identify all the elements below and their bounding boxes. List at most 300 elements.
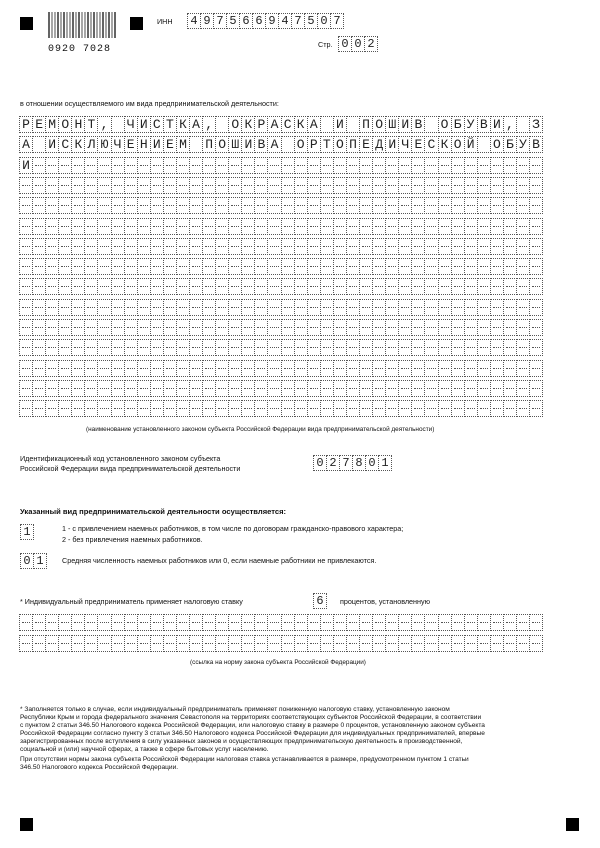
activity-name-cell[interactable] — [137, 218, 151, 235]
activity-name-cell[interactable] — [424, 157, 438, 174]
law-reference-cell[interactable] — [176, 635, 190, 652]
law-reference-cell[interactable] — [202, 614, 216, 631]
law-reference-cell[interactable] — [176, 614, 190, 631]
activity-name-cell[interactable] — [320, 218, 334, 235]
activity-name-cell[interactable] — [477, 238, 491, 255]
activity-name-cell[interactable] — [464, 218, 478, 235]
law-reference-cell[interactable] — [529, 635, 543, 652]
activity-name-cell[interactable] — [333, 360, 347, 377]
inn-cell[interactable]: 5 — [304, 13, 318, 29]
activity-name-cell[interactable] — [346, 218, 360, 235]
activity-name-cell[interactable]: В — [477, 116, 491, 133]
law-reference-cell[interactable] — [477, 635, 491, 652]
activity-name-cell[interactable] — [163, 339, 177, 356]
activity-code-cell[interactable]: 2 — [326, 455, 340, 471]
law-reference-cell[interactable] — [45, 635, 59, 652]
activity-name-cell[interactable] — [424, 360, 438, 377]
activity-name-cell[interactable]: И — [333, 116, 347, 133]
activity-name-cell[interactable] — [372, 258, 386, 275]
activity-name-cell[interactable] — [490, 278, 504, 295]
activity-name-cell[interactable] — [477, 136, 491, 153]
activity-name-cell[interactable] — [111, 380, 125, 397]
activity-name-cell[interactable] — [202, 380, 216, 397]
activity-code-cell[interactable]: 0 — [365, 455, 379, 471]
activity-name-cell[interactable] — [503, 339, 517, 356]
activity-name-cell[interactable] — [215, 400, 229, 417]
activity-name-cell[interactable] — [424, 177, 438, 194]
activity-name-cell[interactable] — [451, 319, 465, 336]
activity-name-cell[interactable] — [71, 380, 85, 397]
activity-name-cell[interactable] — [137, 380, 151, 397]
law-reference-cell[interactable] — [411, 635, 425, 652]
activity-name-cell[interactable] — [163, 197, 177, 214]
activity-name-cell[interactable] — [398, 197, 412, 214]
activity-name-cell[interactable] — [124, 339, 138, 356]
law-reference-cell[interactable] — [411, 614, 425, 631]
law-reference-cell[interactable] — [281, 635, 295, 652]
law-reference-cell[interactable] — [163, 614, 177, 631]
activity-name-cell[interactable] — [58, 177, 72, 194]
activity-name-cell[interactable] — [45, 278, 59, 295]
activity-name-cell[interactable] — [228, 177, 242, 194]
activity-name-cell[interactable] — [32, 238, 46, 255]
activity-name-cell[interactable] — [464, 339, 478, 356]
activity-name-cell[interactable] — [137, 197, 151, 214]
activity-name-cell[interactable] — [267, 177, 281, 194]
activity-name-cell[interactable] — [124, 380, 138, 397]
activity-name-cell[interactable] — [189, 400, 203, 417]
activity-name-cell[interactable] — [176, 319, 190, 336]
activity-name-cell[interactable] — [464, 238, 478, 255]
activity-name-cell[interactable] — [32, 258, 46, 275]
activity-name-cell[interactable]: И — [490, 116, 504, 133]
activity-name-cell[interactable] — [202, 339, 216, 356]
activity-name-cell[interactable] — [529, 238, 543, 255]
activity-name-cell[interactable] — [267, 400, 281, 417]
activity-name-cell[interactable] — [176, 360, 190, 377]
activity-name-cell[interactable] — [215, 177, 229, 194]
activity-name-cell[interactable] — [228, 339, 242, 356]
activity-name-cell[interactable] — [477, 400, 491, 417]
activity-name-cell[interactable] — [163, 299, 177, 316]
employees-count-cell[interactable]: 0 — [20, 553, 34, 569]
activity-name-cell[interactable] — [228, 319, 242, 336]
activity-name-cell[interactable] — [346, 380, 360, 397]
activity-name-cell[interactable] — [320, 319, 334, 336]
law-reference-cell[interactable] — [32, 635, 46, 652]
activity-name-cell[interactable]: , — [97, 116, 111, 133]
activity-name-cell[interactable] — [451, 299, 465, 316]
activity-name-cell[interactable] — [215, 197, 229, 214]
activity-name-cell[interactable] — [124, 238, 138, 255]
activity-name-cell[interactable] — [111, 197, 125, 214]
activity-name-cell[interactable] — [58, 299, 72, 316]
activity-name-cell[interactable] — [385, 400, 399, 417]
activity-name-cell[interactable] — [97, 258, 111, 275]
inn-cell[interactable]: 4 — [278, 13, 292, 29]
activity-name-cell[interactable] — [32, 400, 46, 417]
activity-name-cell[interactable] — [516, 380, 530, 397]
activity-name-cell[interactable] — [490, 157, 504, 174]
activity-name-cell[interactable] — [254, 319, 268, 336]
inn-cell[interactable]: 7 — [291, 13, 305, 29]
law-reference-cell[interactable] — [307, 635, 321, 652]
activity-name-cell[interactable] — [254, 400, 268, 417]
activity-name-cell[interactable] — [176, 380, 190, 397]
activity-name-cell[interactable] — [503, 218, 517, 235]
activity-name-cell[interactable] — [163, 278, 177, 295]
activity-name-cell[interactable] — [451, 400, 465, 417]
activity-name-cell[interactable] — [516, 177, 530, 194]
activity-name-cell[interactable] — [451, 177, 465, 194]
activity-name-cell[interactable]: О — [58, 116, 72, 133]
activity-name-cell[interactable] — [307, 299, 321, 316]
activity-name-cell[interactable] — [307, 319, 321, 336]
activity-name-cell[interactable] — [477, 218, 491, 235]
activity-name-cell[interactable] — [529, 177, 543, 194]
activity-name-cell[interactable] — [32, 177, 46, 194]
activity-name-cell[interactable] — [150, 258, 164, 275]
activity-name-cell[interactable] — [19, 218, 33, 235]
activity-name-cell[interactable] — [398, 319, 412, 336]
activity-name-cell[interactable] — [202, 360, 216, 377]
activity-name-cell[interactable] — [267, 339, 281, 356]
activity-name-cell[interactable] — [45, 197, 59, 214]
activity-name-cell[interactable] — [45, 157, 59, 174]
activity-name-cell[interactable] — [84, 258, 98, 275]
activity-name-cell[interactable] — [241, 258, 255, 275]
activity-name-cell[interactable] — [281, 218, 295, 235]
activity-name-cell[interactable] — [451, 380, 465, 397]
activity-name-cell[interactable] — [411, 278, 425, 295]
activity-name-cell[interactable]: А — [307, 116, 321, 133]
activity-name-cell[interactable] — [189, 177, 203, 194]
law-reference-cell[interactable] — [45, 614, 59, 631]
activity-name-cell[interactable]: Р — [19, 116, 33, 133]
activity-name-cell[interactable] — [150, 157, 164, 174]
activity-name-cell[interactable] — [202, 177, 216, 194]
activity-name-cell[interactable] — [254, 157, 268, 174]
activity-name-cell[interactable]: А — [19, 136, 33, 153]
activity-name-cell[interactable] — [254, 218, 268, 235]
activity-name-cell[interactable] — [411, 218, 425, 235]
activity-name-cell[interactable] — [516, 339, 530, 356]
activity-name-cell[interactable]: К — [241, 116, 255, 133]
activity-name-cell[interactable] — [124, 400, 138, 417]
activity-name-cell[interactable]: К — [438, 136, 452, 153]
activity-name-cell[interactable] — [124, 360, 138, 377]
activity-name-cell[interactable] — [359, 197, 373, 214]
activity-name-cell[interactable] — [411, 400, 425, 417]
activity-name-cell[interactable] — [84, 218, 98, 235]
activity-name-cell[interactable] — [294, 319, 308, 336]
activity-name-cell[interactable] — [58, 258, 72, 275]
activity-name-cell[interactable] — [97, 157, 111, 174]
law-reference-cell[interactable] — [71, 614, 85, 631]
activity-name-cell[interactable] — [111, 339, 125, 356]
activity-name-cell[interactable] — [529, 258, 543, 275]
activity-name-cell[interactable] — [97, 177, 111, 194]
activity-name-cell[interactable] — [111, 177, 125, 194]
law-reference-cell[interactable] — [111, 614, 125, 631]
activity-name-cell[interactable] — [32, 157, 46, 174]
activity-name-cell[interactable] — [424, 238, 438, 255]
activity-name-cell[interactable] — [451, 197, 465, 214]
activity-name-cell[interactable] — [307, 400, 321, 417]
activity-name-cell[interactable]: И — [137, 116, 151, 133]
activity-name-cell[interactable] — [189, 157, 203, 174]
law-reference-cell[interactable] — [267, 614, 281, 631]
activity-name-cell[interactable] — [111, 299, 125, 316]
activity-name-cell[interactable] — [45, 238, 59, 255]
activity-name-cell[interactable] — [71, 238, 85, 255]
activity-name-cell[interactable] — [137, 360, 151, 377]
activity-name-cell[interactable] — [32, 339, 46, 356]
law-reference-cell[interactable] — [516, 635, 530, 652]
activity-code-cell[interactable]: 0 — [313, 455, 327, 471]
activity-name-cell[interactable] — [451, 339, 465, 356]
activity-name-cell[interactable] — [97, 339, 111, 356]
activity-name-cell[interactable] — [516, 299, 530, 316]
activity-name-cell[interactable] — [281, 319, 295, 336]
activity-name-cell[interactable] — [163, 218, 177, 235]
activity-name-cell[interactable] — [477, 380, 491, 397]
page-number-cell[interactable]: 0 — [351, 36, 365, 52]
activity-name-cell[interactable] — [333, 299, 347, 316]
activity-name-cell[interactable] — [84, 238, 98, 255]
activity-name-cell[interactable] — [58, 278, 72, 295]
activity-name-cell[interactable] — [97, 319, 111, 336]
activity-name-cell[interactable] — [346, 360, 360, 377]
activity-name-cell[interactable]: Н — [137, 136, 151, 153]
law-reference-cell[interactable] — [189, 635, 203, 652]
activity-name-cell[interactable] — [307, 177, 321, 194]
activity-name-cell[interactable] — [398, 157, 412, 174]
activity-name-cell[interactable] — [477, 157, 491, 174]
inn-cell[interactable]: 6 — [252, 13, 266, 29]
activity-name-cell[interactable]: П — [346, 136, 360, 153]
activity-name-cell[interactable] — [320, 400, 334, 417]
inn-cell[interactable]: 5 — [226, 13, 240, 29]
activity-name-cell[interactable] — [451, 238, 465, 255]
activity-name-cell[interactable] — [241, 319, 255, 336]
activity-name-cell[interactable] — [241, 299, 255, 316]
activity-name-cell[interactable] — [176, 157, 190, 174]
law-reference-cell[interactable] — [385, 614, 399, 631]
activity-name-cell[interactable] — [137, 319, 151, 336]
activity-name-cell[interactable] — [163, 319, 177, 336]
activity-name-cell[interactable] — [516, 400, 530, 417]
activity-name-cell[interactable] — [228, 360, 242, 377]
activity-name-cell[interactable] — [451, 360, 465, 377]
activity-name-cell[interactable] — [71, 258, 85, 275]
activity-name-cell[interactable]: А — [267, 116, 281, 133]
activity-name-cell[interactable] — [359, 177, 373, 194]
activity-name-cell[interactable] — [71, 400, 85, 417]
activity-name-cell[interactable] — [451, 157, 465, 174]
activity-name-cell[interactable] — [267, 380, 281, 397]
activity-name-cell[interactable] — [281, 339, 295, 356]
activity-name-cell[interactable] — [398, 218, 412, 235]
activity-name-cell[interactable] — [529, 157, 543, 174]
activity-name-cell[interactable] — [97, 380, 111, 397]
activity-name-cell[interactable] — [424, 197, 438, 214]
activity-name-cell[interactable] — [202, 278, 216, 295]
activity-name-cell[interactable] — [71, 339, 85, 356]
activity-name-cell[interactable] — [359, 360, 373, 377]
activity-name-cell[interactable] — [202, 218, 216, 235]
activity-name-cell[interactable] — [398, 177, 412, 194]
activity-name-cell[interactable] — [189, 360, 203, 377]
activity-name-cell[interactable] — [84, 380, 98, 397]
inn-cell[interactable]: 9 — [265, 13, 279, 29]
activity-name-cell[interactable] — [32, 380, 46, 397]
law-reference-cell[interactable] — [124, 614, 138, 631]
inn-cell[interactable]: 0 — [317, 13, 331, 29]
activity-name-cell[interactable] — [529, 339, 543, 356]
activity-name-cell[interactable] — [516, 360, 530, 377]
activity-name-cell[interactable] — [124, 177, 138, 194]
activity-name-cell[interactable] — [124, 258, 138, 275]
activity-name-cell[interactable] — [281, 238, 295, 255]
activity-name-cell[interactable] — [58, 400, 72, 417]
activity-name-cell[interactable] — [137, 177, 151, 194]
activity-name-cell[interactable] — [111, 116, 125, 133]
activity-name-cell[interactable] — [320, 360, 334, 377]
law-reference-cell[interactable] — [84, 614, 98, 631]
activity-name-cell[interactable] — [58, 218, 72, 235]
activity-name-cell[interactable]: П — [359, 116, 373, 133]
activity-name-cell[interactable] — [254, 238, 268, 255]
activity-name-cell[interactable] — [45, 360, 59, 377]
activity-name-cell[interactable] — [215, 116, 229, 133]
activity-name-cell[interactable] — [490, 218, 504, 235]
activity-name-cell[interactable] — [320, 380, 334, 397]
law-reference-cell[interactable] — [241, 614, 255, 631]
activity-name-cell[interactable]: И — [398, 116, 412, 133]
activity-name-cell[interactable] — [124, 218, 138, 235]
activity-name-cell[interactable]: Т — [320, 136, 334, 153]
activity-name-cell[interactable] — [19, 278, 33, 295]
activity-name-cell[interactable]: Е — [359, 136, 373, 153]
activity-name-cell[interactable]: С — [150, 116, 164, 133]
inn-cell[interactable]: 6 — [239, 13, 253, 29]
page-number-cell[interactable]: 2 — [364, 36, 378, 52]
activity-name-cell[interactable] — [333, 319, 347, 336]
law-reference-cell[interactable] — [71, 635, 85, 652]
activity-name-cell[interactable] — [516, 116, 530, 133]
activity-name-cell[interactable] — [111, 238, 125, 255]
activity-name-cell[interactable] — [19, 339, 33, 356]
activity-name-cell[interactable] — [254, 177, 268, 194]
activity-name-cell[interactable] — [84, 360, 98, 377]
activity-name-cell[interactable] — [398, 339, 412, 356]
activity-name-cell[interactable] — [477, 258, 491, 275]
activity-name-cell[interactable] — [84, 177, 98, 194]
activity-name-cell[interactable] — [281, 197, 295, 214]
activity-name-cell[interactable] — [19, 400, 33, 417]
activity-name-cell[interactable] — [97, 238, 111, 255]
activity-name-cell[interactable] — [71, 319, 85, 336]
activity-name-cell[interactable]: И — [385, 136, 399, 153]
law-reference-cell[interactable] — [438, 614, 452, 631]
activity-name-cell[interactable] — [97, 400, 111, 417]
activity-name-cell[interactable] — [516, 238, 530, 255]
activity-name-cell[interactable] — [359, 238, 373, 255]
activity-name-cell[interactable]: К — [294, 116, 308, 133]
activity-name-cell[interactable] — [32, 278, 46, 295]
activity-name-cell[interactable] — [58, 197, 72, 214]
activity-name-cell[interactable] — [529, 360, 543, 377]
activity-name-cell[interactable] — [111, 278, 125, 295]
activity-name-cell[interactable] — [281, 400, 295, 417]
activity-name-cell[interactable] — [333, 258, 347, 275]
activity-name-cell[interactable] — [359, 218, 373, 235]
activity-name-cell[interactable] — [45, 380, 59, 397]
activity-name-cell[interactable] — [163, 400, 177, 417]
law-reference-cell[interactable] — [451, 635, 465, 652]
activity-name-cell[interactable]: О — [372, 116, 386, 133]
law-reference-cell[interactable] — [84, 635, 98, 652]
activity-name-cell[interactable] — [294, 299, 308, 316]
activity-code-cell[interactable]: 7 — [339, 455, 353, 471]
law-reference-cell[interactable] — [451, 614, 465, 631]
activity-name-cell[interactable]: Б — [451, 116, 465, 133]
inn-cell[interactable]: 9 — [200, 13, 214, 29]
activity-name-cell[interactable] — [438, 177, 452, 194]
activity-name-cell[interactable]: И — [45, 136, 59, 153]
activity-name-cell[interactable]: О — [333, 136, 347, 153]
activity-name-cell[interactable]: Д — [372, 136, 386, 153]
activity-name-cell[interactable] — [202, 400, 216, 417]
activity-name-cell[interactable] — [176, 339, 190, 356]
activity-name-cell[interactable] — [516, 197, 530, 214]
activity-name-cell[interactable]: И — [241, 136, 255, 153]
activity-name-cell[interactable]: Ш — [385, 116, 399, 133]
activity-name-cell[interactable]: О — [490, 136, 504, 153]
activity-name-cell[interactable] — [294, 380, 308, 397]
activity-name-cell[interactable] — [281, 177, 295, 194]
activity-name-cell[interactable] — [529, 380, 543, 397]
activity-name-cell[interactable]: М — [176, 136, 190, 153]
activity-name-cell[interactable] — [490, 299, 504, 316]
law-reference-cell[interactable] — [464, 635, 478, 652]
activity-name-cell[interactable] — [333, 197, 347, 214]
activity-name-cell[interactable] — [32, 218, 46, 235]
activity-name-cell[interactable] — [385, 238, 399, 255]
activity-name-cell[interactable] — [84, 400, 98, 417]
activity-name-cell[interactable]: Й — [464, 136, 478, 153]
activity-name-cell[interactable] — [411, 339, 425, 356]
activity-name-cell[interactable] — [477, 197, 491, 214]
activity-name-cell[interactable] — [503, 157, 517, 174]
activity-name-cell[interactable] — [281, 278, 295, 295]
activity-name-cell[interactable]: Р — [307, 136, 321, 153]
activity-name-cell[interactable]: И — [150, 136, 164, 153]
activity-name-cell[interactable] — [150, 177, 164, 194]
activity-name-cell[interactable] — [45, 319, 59, 336]
activity-name-cell[interactable]: Ч — [398, 136, 412, 153]
activity-name-cell[interactable] — [411, 380, 425, 397]
activity-name-cell[interactable] — [176, 177, 190, 194]
activity-name-cell[interactable] — [320, 258, 334, 275]
activity-name-cell[interactable] — [137, 299, 151, 316]
activity-name-cell[interactable] — [215, 380, 229, 397]
activity-name-cell[interactable] — [372, 319, 386, 336]
activity-name-cell[interactable] — [385, 319, 399, 336]
activity-name-cell[interactable] — [529, 400, 543, 417]
activity-name-cell[interactable] — [84, 299, 98, 316]
